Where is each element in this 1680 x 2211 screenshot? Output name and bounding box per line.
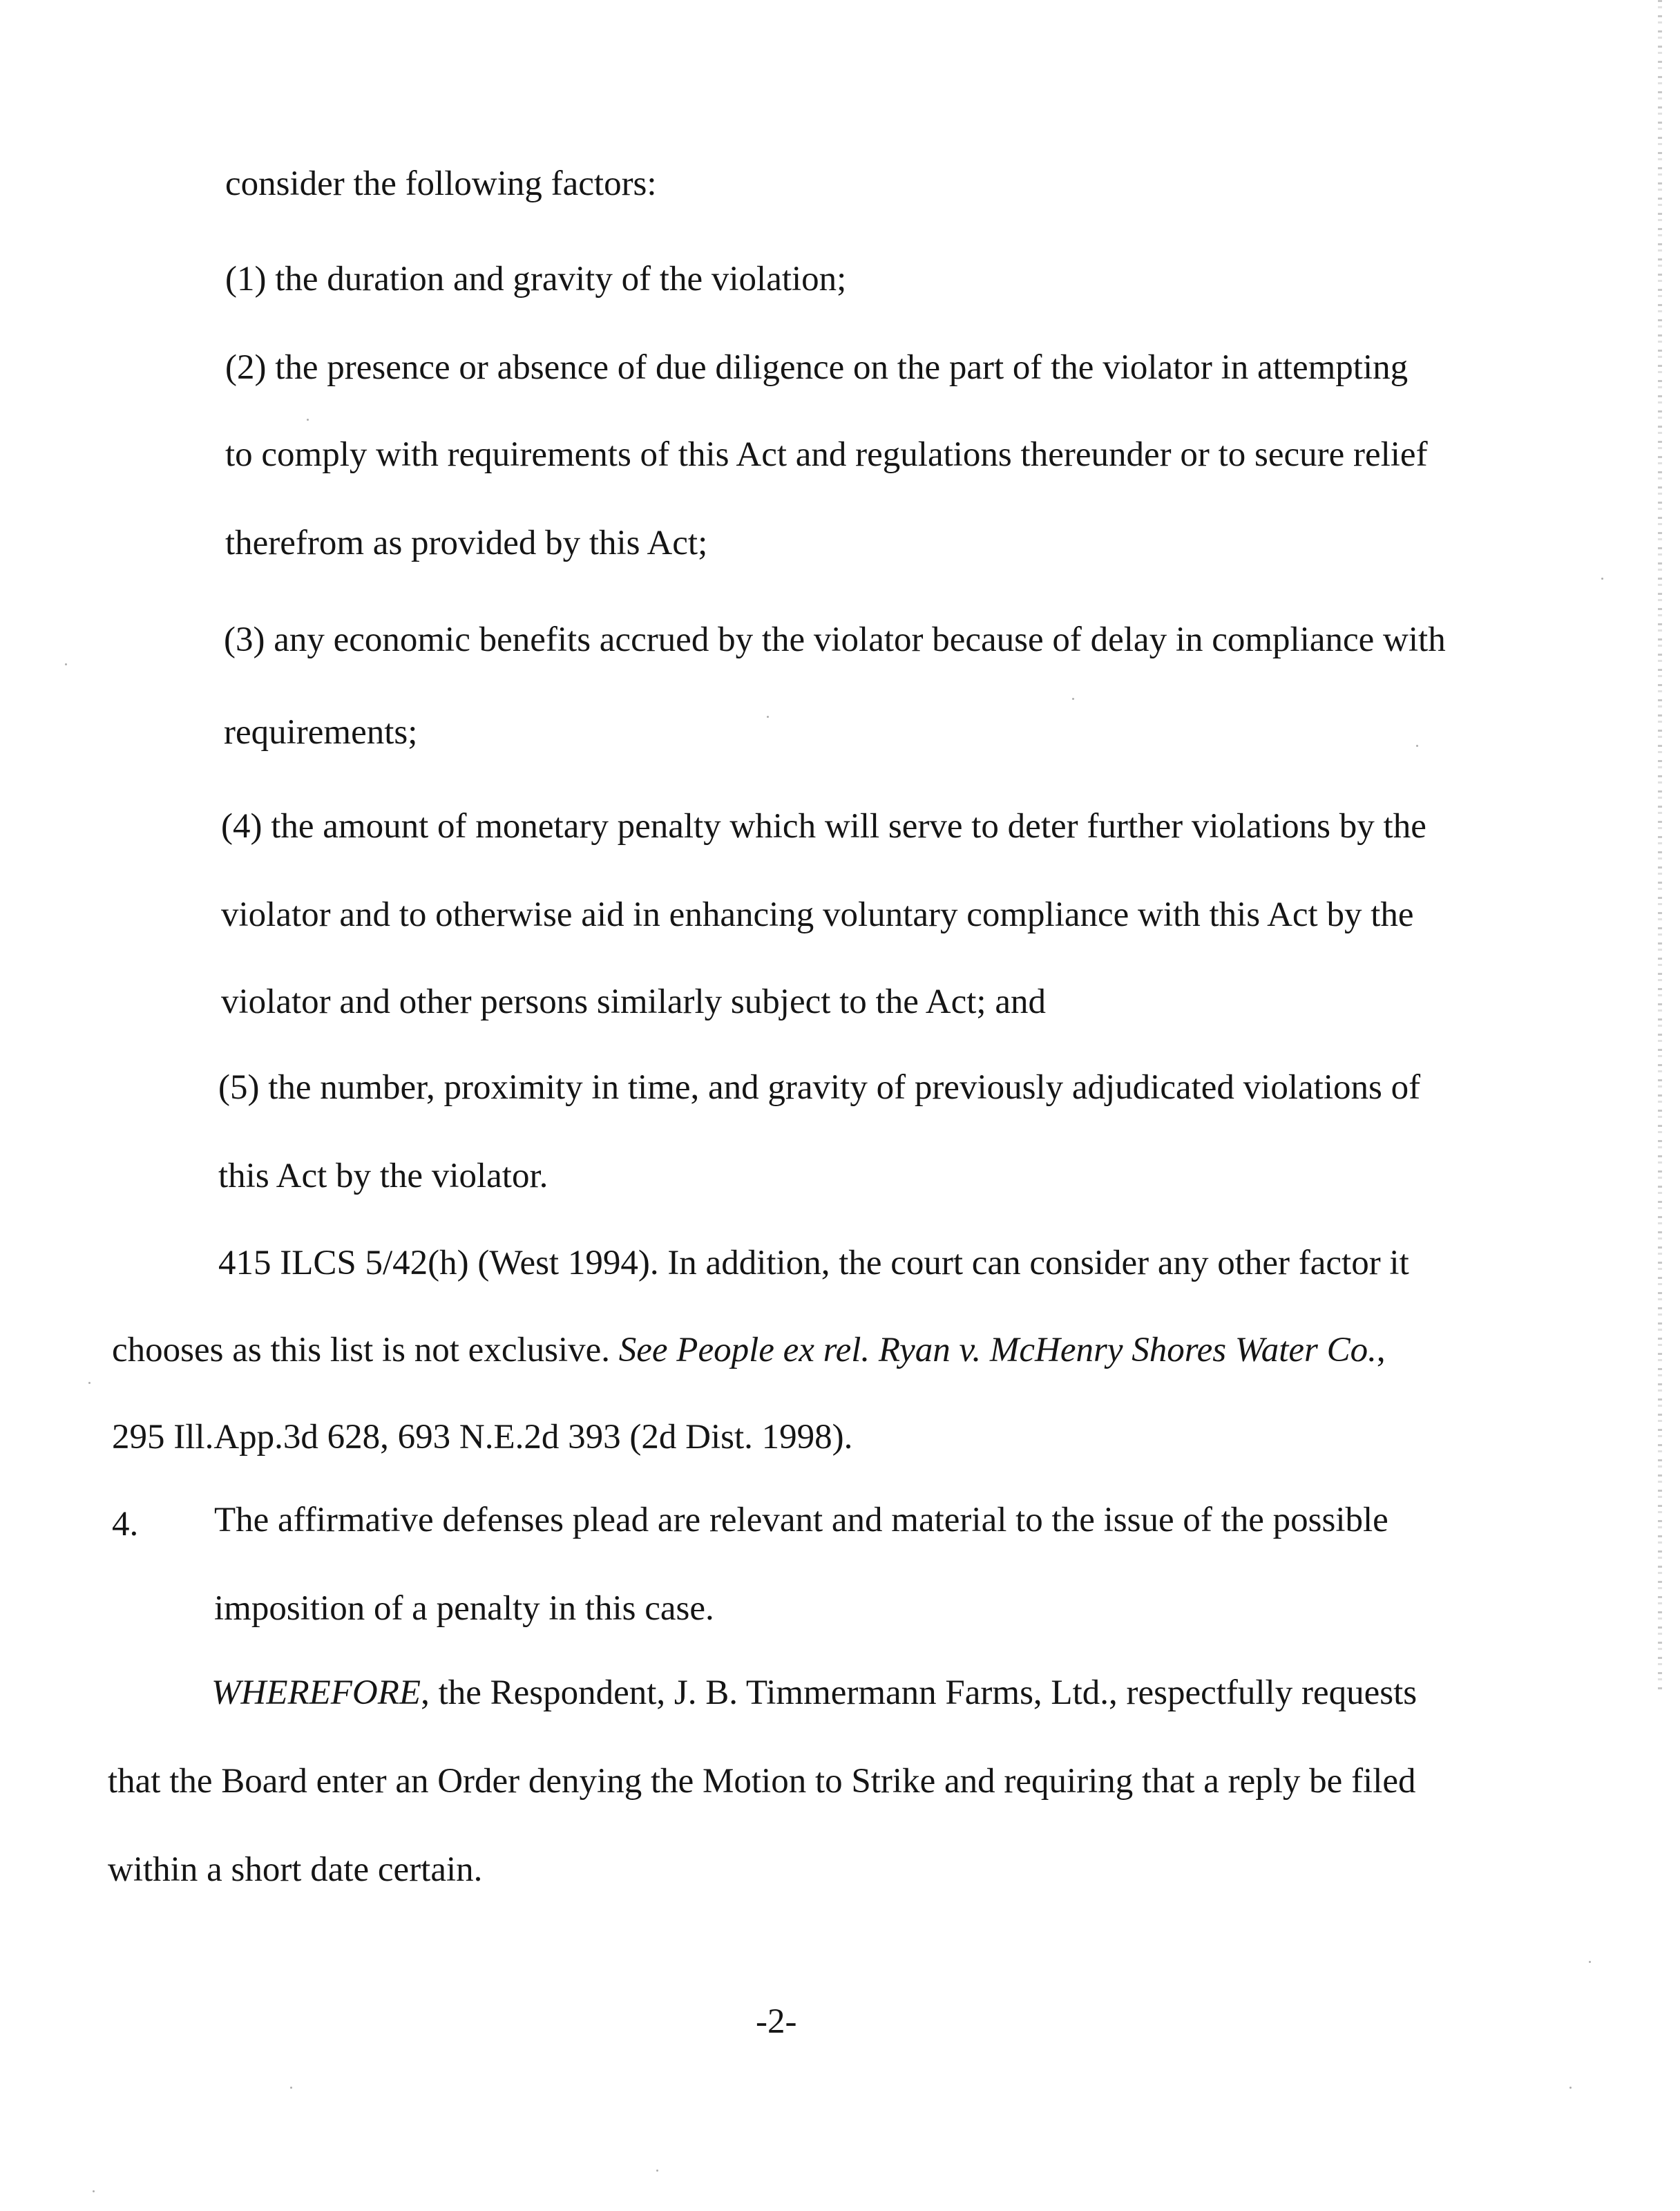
scan-speck <box>1569 2087 1572 2089</box>
factor-3-line-1: (3) any economic benefits accrued by the violator because of delay in compliance with <box>224 620 1446 659</box>
factor-3-line-2: requirements; <box>224 713 418 752</box>
scan-speck <box>1601 578 1603 580</box>
item-4-line-2: imposition of a penalty in this case. <box>214 1589 714 1628</box>
scan-speck <box>65 663 67 665</box>
scan-speck <box>307 419 309 421</box>
factor-5-line-1: (5) the number, proximity in time, and gravity of previously adjudicated violations of <box>218 1068 1421 1107</box>
factor-4-line-2: violator and to otherwise aid in enhancing voluntary compliance with this Act by the <box>221 895 1414 934</box>
factor-2-line-1: (2) the presence or absence of due diligence on the part of the violator in attempting <box>225 348 1409 387</box>
factor-5-line-2: this Act by the violator. <box>218 1157 548 1195</box>
factor-2-line-3: therefrom as provided by this Act; <box>225 524 708 562</box>
wherefore-line-3: within a short date certain. <box>108 1850 483 1889</box>
case-name: See People ex rel. Ryan v. McHenry Shores Water Co. <box>618 1331 1377 1369</box>
wherefore-line-1 <box>211 1672 1417 1714</box>
citation-line-2-text: chooses as this list is not exclusive. <box>112 1331 619 1369</box>
page-number: -2- <box>756 2002 797 2041</box>
factor-4-line-3: violator and other persons similarly subject to the Act; and <box>221 983 1046 1021</box>
scan-speck <box>290 2087 292 2089</box>
scan-speck <box>93 2190 95 2192</box>
item-4-line-1: The affirmative defenses plead are relevant and material to the issue of the possible <box>214 1501 1388 1539</box>
citation-line-3: 295 Ill.App.3d 628, 693 N.E.2d 393 (2d Dist. 1998). <box>112 1418 853 1456</box>
scan-speck <box>656 2170 658 2172</box>
citation-line-2-end: , <box>1376 1331 1386 1369</box>
wherefore-lead: WHEREFORE <box>211 1673 421 1712</box>
wherefore-line-1-text: , the Respondent, J. B. Timmermann Farms, Ltd., respectfully requests <box>421 1673 1418 1712</box>
factor-4-line-1: (4) the amount of monetary penalty which will serve to deter further violations by the <box>221 807 1426 846</box>
item-number: 4. <box>112 1505 139 1544</box>
scan-speck <box>1589 1961 1591 1963</box>
scan-speck <box>1416 745 1418 747</box>
scan-edge-artifact <box>1658 0 1662 1693</box>
intro-line: consider the following factors: <box>225 164 657 203</box>
scan-speck <box>88 1382 90 1384</box>
scan-speck <box>1072 698 1074 700</box>
wherefore-line-2: that the Board enter an Order denying the Motion to Strike and requiring that a reply be filed <box>108 1762 1416 1801</box>
scan-speck <box>767 716 769 718</box>
factor-1-line-1: (1) the duration and gravity of the violation; <box>225 260 847 298</box>
citation-line-1: 415 ILCS 5/42(h) (West 1994). In addition, the court can consider any other factor it <box>218 1244 1409 1282</box>
factor-2-line-2: to comply with requirements of this Act and regulations thereunder or to secure relief <box>225 435 1428 474</box>
citation-line-2 <box>112 1329 1386 1371</box>
